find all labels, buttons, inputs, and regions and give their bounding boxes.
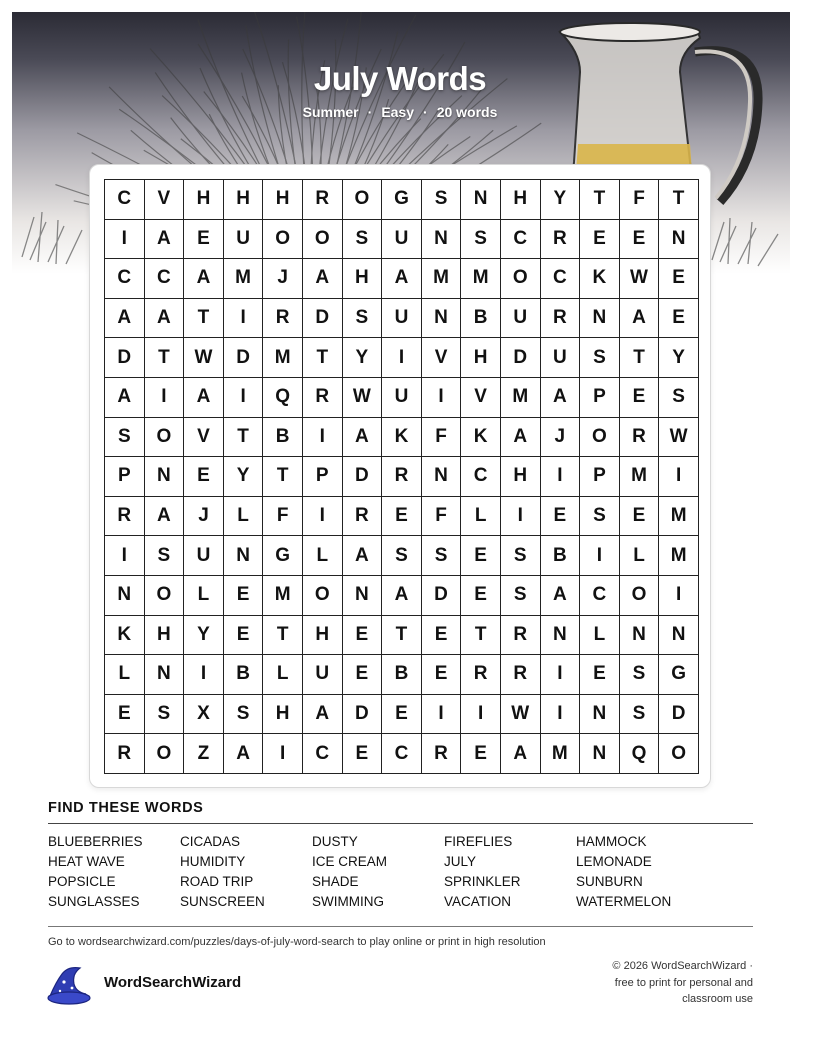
word-item: SUNBURN — [576, 874, 643, 889]
grid-cell[interactable]: S — [659, 378, 699, 418]
grid-cell[interactable]: T — [263, 457, 303, 497]
grid-cell[interactable]: E — [620, 220, 660, 260]
grid-cell[interactable]: I — [422, 695, 462, 735]
word-item: HEAT WAVE — [48, 854, 125, 869]
grid-cell[interactable]: M — [422, 259, 462, 299]
grid-cell[interactable]: R — [303, 180, 343, 220]
grid-cell[interactable]: A — [382, 259, 422, 299]
grid-cell[interactable]: O — [263, 220, 303, 260]
grid-cell[interactable]: J — [184, 497, 224, 537]
grid-cell[interactable]: E — [461, 734, 501, 774]
grid-cell[interactable]: T — [620, 338, 660, 378]
word-item: SUNGLASSES — [48, 894, 140, 909]
grid-cell[interactable]: I — [105, 220, 145, 260]
letter-grid — [104, 179, 699, 774]
grid-cell[interactable]: R — [303, 378, 343, 418]
grid-cell[interactable]: A — [105, 299, 145, 339]
grid-cell[interactable]: A — [145, 497, 185, 537]
grid-cell[interactable]: I — [145, 378, 185, 418]
grid-cell[interactable]: S — [382, 536, 422, 576]
grid-cell[interactable]: I — [382, 338, 422, 378]
grid-cell[interactable]: N — [580, 695, 620, 735]
grid-cell[interactable]: A — [145, 299, 185, 339]
grid-cell[interactable]: E — [422, 655, 462, 695]
word-item: LEMONADE — [576, 854, 652, 869]
grid-cell[interactable]: C — [145, 259, 185, 299]
grid-cell[interactable]: P — [105, 457, 145, 497]
grid-cell[interactable]: N — [145, 655, 185, 695]
grid-cell[interactable]: N — [580, 299, 620, 339]
grid-cell[interactable]: E — [580, 220, 620, 260]
grid-cell[interactable]: F — [620, 180, 660, 220]
grid-cell[interactable]: I — [659, 457, 699, 497]
grid-cell[interactable]: Q — [263, 378, 303, 418]
grid-cell[interactable]: I — [541, 457, 581, 497]
grid-cell[interactable]: A — [184, 259, 224, 299]
wizard-hat-icon — [46, 964, 92, 1006]
grid-cell[interactable]: G — [263, 536, 303, 576]
grid-cell[interactable]: L — [620, 536, 660, 576]
grid-cell[interactable]: A — [541, 378, 581, 418]
grid-cell[interactable]: E — [461, 576, 501, 616]
grid-cell[interactable]: D — [422, 576, 462, 616]
grid-cell[interactable]: S — [224, 695, 264, 735]
word-item: POPSICLE — [48, 874, 116, 889]
grid-cell[interactable]: I — [659, 576, 699, 616]
grid-cell[interactable]: Y — [541, 180, 581, 220]
grid-cell[interactable]: O — [145, 576, 185, 616]
grid-cell[interactable]: W — [184, 338, 224, 378]
grid-cell[interactable]: H — [343, 259, 383, 299]
grid-cell[interactable]: A — [620, 299, 660, 339]
grid-cell[interactable]: D — [105, 338, 145, 378]
grid-cell[interactable]: I — [422, 378, 462, 418]
grid-cell[interactable]: D — [343, 457, 383, 497]
grid-cell[interactable]: S — [580, 497, 620, 537]
grid-cell[interactable]: O — [343, 180, 383, 220]
grid-cell[interactable]: L — [184, 576, 224, 616]
grid-cell[interactable]: S — [145, 536, 185, 576]
grid-cell[interactable]: W — [343, 378, 383, 418]
word-item: WATERMELON — [576, 894, 672, 909]
grid-cell[interactable]: D — [303, 299, 343, 339]
word-item: SPRINKLER — [444, 874, 521, 889]
copyright-line: © 2026 WordSearchWizard · — [612, 960, 753, 972]
grid-cell[interactable]: M — [224, 259, 264, 299]
grid-cell[interactable]: T — [184, 299, 224, 339]
grid-cell[interactable]: P — [580, 378, 620, 418]
grid-cell[interactable]: U — [382, 378, 422, 418]
grid-cell[interactable]: M — [461, 259, 501, 299]
grid-cell[interactable]: C — [580, 576, 620, 616]
grid-cell[interactable]: O — [620, 576, 660, 616]
grid-cell[interactable]: E — [461, 536, 501, 576]
grid-cell[interactable]: L — [580, 616, 620, 656]
grid-cell[interactable]: Y — [343, 338, 383, 378]
divider — [48, 823, 753, 824]
grid-cell[interactable]: H — [303, 616, 343, 656]
grid-cell[interactable]: S — [422, 180, 462, 220]
grid-cell[interactable]: E — [343, 616, 383, 656]
grid-cell[interactable]: I — [541, 655, 581, 695]
word-list — [48, 832, 753, 912]
grid-cell[interactable]: T — [263, 616, 303, 656]
grid-cell[interactable]: R — [422, 734, 462, 774]
grid-cell[interactable]: W — [620, 259, 660, 299]
grid-cell[interactable]: B — [541, 536, 581, 576]
grid-cell[interactable]: T — [303, 338, 343, 378]
grid-cell[interactable]: B — [382, 655, 422, 695]
grid-cell[interactable]: I — [580, 536, 620, 576]
grid-cell[interactable]: N — [659, 616, 699, 656]
grid-cell[interactable]: M — [541, 734, 581, 774]
grid-cell[interactable]: F — [263, 497, 303, 537]
grid-cell[interactable]: K — [580, 259, 620, 299]
grid-cell[interactable]: P — [580, 457, 620, 497]
grid-cell[interactable]: A — [382, 576, 422, 616]
word-list-heading: FIND THESE WORDS — [48, 800, 204, 816]
grid-cell[interactable]: L — [461, 497, 501, 537]
grid-cell[interactable]: O — [580, 418, 620, 458]
grid-cell[interactable]: K — [461, 418, 501, 458]
grid-cell[interactable]: A — [541, 576, 581, 616]
grid-cell[interactable]: J — [541, 418, 581, 458]
grid-cell[interactable]: U — [501, 299, 541, 339]
grid-cell[interactable]: Q — [620, 734, 660, 774]
grid-cell[interactable]: R — [382, 457, 422, 497]
grid-cell[interactable]: M — [659, 497, 699, 537]
grid-cell[interactable]: E — [620, 497, 660, 537]
grid-cell[interactable]: R — [541, 299, 581, 339]
grid-cell[interactable]: M — [659, 536, 699, 576]
grid-cell[interactable]: Z — [184, 734, 224, 774]
word-item: CICADAS — [180, 834, 241, 849]
grid-cell[interactable]: O — [145, 734, 185, 774]
grid-cell[interactable]: A — [105, 378, 145, 418]
word-item: DUSTY — [312, 834, 358, 849]
grid-cell[interactable]: R — [541, 220, 581, 260]
grid-cell[interactable]: E — [184, 457, 224, 497]
divider — [48, 926, 753, 927]
grid-cell[interactable]: E — [659, 299, 699, 339]
grid-cell[interactable]: X — [184, 695, 224, 735]
grid-cell[interactable]: M — [501, 378, 541, 418]
grid-cell[interactable]: B — [263, 418, 303, 458]
grid-cell[interactable]: T — [382, 616, 422, 656]
grid-cell[interactable]: R — [105, 497, 145, 537]
word-item: ROAD TRIP — [180, 874, 254, 889]
grid-cell[interactable]: M — [263, 576, 303, 616]
copyright-line: classroom use — [682, 993, 753, 1005]
grid-cell[interactable]: H — [461, 338, 501, 378]
grid-cell[interactable]: H — [145, 616, 185, 656]
grid-cell[interactable]: H — [224, 180, 264, 220]
grid-cell[interactable]: E — [343, 655, 383, 695]
grid-cell[interactable]: C — [382, 734, 422, 774]
grid-cell[interactable]: S — [343, 220, 383, 260]
grid-cell[interactable]: A — [224, 734, 264, 774]
footer-note: Go to wordsearchwizard.com/puzzles/days-of-july-word-search to play online or print in high resolution — [48, 936, 546, 948]
grid-cell[interactable]: E — [382, 497, 422, 537]
grid-cell[interactable]: T — [461, 616, 501, 656]
grid-cell[interactable]: E — [659, 259, 699, 299]
word-item: FIREFLIES — [444, 834, 513, 849]
grid-cell[interactable]: S — [620, 655, 660, 695]
grid-cell[interactable]: L — [263, 655, 303, 695]
grid-cell[interactable]: R — [105, 734, 145, 774]
grid-cell[interactable]: S — [501, 576, 541, 616]
word-item: VACATION — [444, 894, 512, 909]
grid-cell[interactable]: V — [184, 418, 224, 458]
grid-cell[interactable]: I — [184, 655, 224, 695]
grid-cell[interactable]: L — [224, 497, 264, 537]
grid-cell[interactable]: O — [659, 734, 699, 774]
grid-cell[interactable]: F — [422, 497, 462, 537]
grid-cell[interactable]: T — [145, 338, 185, 378]
grid-cell[interactable]: S — [620, 695, 660, 735]
grid-cell[interactable]: S — [580, 338, 620, 378]
grid-cell[interactable]: R — [263, 299, 303, 339]
grid-cell[interactable]: O — [501, 259, 541, 299]
grid-cell[interactable]: H — [263, 695, 303, 735]
grid-cell[interactable]: N — [224, 536, 264, 576]
grid-cell[interactable]: E — [224, 576, 264, 616]
grid-cell[interactable]: I — [303, 418, 343, 458]
grid-cell[interactable]: V — [145, 180, 185, 220]
grid-cell[interactable]: S — [145, 695, 185, 735]
grid-cell[interactable]: R — [343, 497, 383, 537]
grid-cell[interactable]: B — [224, 655, 264, 695]
word-item: SUNSCREEN — [180, 894, 265, 909]
grid-cell[interactable]: R — [461, 655, 501, 695]
grid-cell[interactable]: N — [422, 457, 462, 497]
grid-cell[interactable]: R — [501, 616, 541, 656]
grid-cell[interactable]: R — [501, 655, 541, 695]
grid-cell[interactable]: H — [501, 457, 541, 497]
word-item: BLUEBERRIES — [48, 834, 143, 849]
difficulty-label: Easy — [381, 104, 415, 120]
word-item: SWIMMING — [312, 894, 384, 909]
brand-name: WordSearchWizard — [104, 974, 242, 991]
grid-cell[interactable]: E — [224, 616, 264, 656]
grid-cell[interactable]: E — [422, 616, 462, 656]
grid-cell[interactable]: E — [343, 734, 383, 774]
grid-cell[interactable]: S — [501, 536, 541, 576]
copyright-notice — [553, 958, 753, 1008]
word-item: ICE CREAM — [312, 854, 388, 869]
grid-cell[interactable]: N — [541, 616, 581, 656]
grid-cell[interactable]: Y — [659, 338, 699, 378]
grid-cell[interactable]: W — [501, 695, 541, 735]
grid-cell[interactable]: T — [224, 418, 264, 458]
word-item: SHADE — [312, 874, 359, 889]
grid-cell[interactable]: G — [659, 655, 699, 695]
grid-cell[interactable]: O — [145, 418, 185, 458]
grid-cell[interactable]: A — [501, 734, 541, 774]
grid-cell[interactable]: M — [263, 338, 303, 378]
grid-cell[interactable]: F — [422, 418, 462, 458]
grid-cell[interactable]: L — [105, 655, 145, 695]
grid-cell[interactable]: K — [105, 616, 145, 656]
grid-cell[interactable]: V — [422, 338, 462, 378]
grid-cell[interactable]: C — [303, 734, 343, 774]
grid-cell[interactable]: I — [263, 734, 303, 774]
grid-cell[interactable]: J — [263, 259, 303, 299]
grid-cell[interactable]: O — [303, 576, 343, 616]
word-item: HUMIDITY — [180, 854, 246, 869]
grid-cell[interactable]: I — [541, 695, 581, 735]
grid-cell[interactable]: N — [343, 576, 383, 616]
grid-cell[interactable]: H — [263, 180, 303, 220]
grid-cell[interactable]: I — [303, 497, 343, 537]
grid-cell[interactable]: A — [303, 259, 343, 299]
grid-cell[interactable]: N — [145, 457, 185, 497]
theme-label: Summer — [302, 104, 359, 120]
grid-cell[interactable]: D — [224, 338, 264, 378]
grid-cell[interactable]: G — [382, 180, 422, 220]
grid-cell[interactable]: U — [224, 220, 264, 260]
puzzle-subtitle — [0, 104, 800, 120]
word-count-label: 20 words — [436, 104, 498, 120]
grid-cell[interactable]: E — [105, 695, 145, 735]
grid-cell[interactable]: I — [224, 299, 264, 339]
grid-cell[interactable]: S — [422, 536, 462, 576]
grid-cell[interactable]: A — [343, 536, 383, 576]
grid-cell[interactable]: D — [501, 338, 541, 378]
word-item: JULY — [444, 854, 477, 869]
grid-cell[interactable]: K — [382, 418, 422, 458]
grid-cell[interactable]: S — [461, 220, 501, 260]
grid-cell[interactable]: N — [422, 220, 462, 260]
grid-cell[interactable]: N — [461, 180, 501, 220]
grid-cell[interactable]: M — [620, 457, 660, 497]
grid-cell[interactable]: O — [303, 220, 343, 260]
grid-cell[interactable]: N — [105, 576, 145, 616]
grid-cell[interactable]: C — [541, 259, 581, 299]
grid-cell[interactable]: Y — [224, 457, 264, 497]
grid-cell[interactable]: A — [303, 695, 343, 735]
grid-cell[interactable]: S — [343, 299, 383, 339]
grid-cell[interactable]: C — [501, 220, 541, 260]
grid-cell[interactable]: C — [461, 457, 501, 497]
grid-cell[interactable]: A — [501, 418, 541, 458]
grid-cell[interactable]: A — [343, 418, 383, 458]
grid-cell[interactable]: E — [541, 497, 581, 537]
grid-cell[interactable]: E — [620, 378, 660, 418]
page-title: July Words — [313, 60, 487, 97]
grid-cell[interactable]: U — [382, 299, 422, 339]
grid-cell[interactable]: S — [105, 418, 145, 458]
separator-dot: · — [367, 104, 373, 120]
grid-cell[interactable]: L — [303, 536, 343, 576]
grid-cell[interactable]: H — [184, 180, 224, 220]
grid-cell[interactable]: D — [659, 695, 699, 735]
grid-cell[interactable]: H — [501, 180, 541, 220]
grid-cell[interactable]: B — [461, 299, 501, 339]
grid-cell[interactable]: A — [145, 220, 185, 260]
grid-cell[interactable]: I — [461, 695, 501, 735]
grid-cell[interactable]: I — [501, 497, 541, 537]
copyright-line: free to print for personal and — [614, 976, 753, 989]
grid-cell[interactable]: E — [382, 695, 422, 735]
grid-cell[interactable]: D — [343, 695, 383, 735]
grid-cell[interactable]: U — [382, 220, 422, 260]
grid-cell[interactable]: W — [659, 418, 699, 458]
grid-cell[interactable]: U — [303, 655, 343, 695]
grid-cell[interactable]: A — [184, 378, 224, 418]
grid-cell[interactable]: R — [620, 418, 660, 458]
separator-dot: · — [423, 104, 428, 120]
grid-cell[interactable]: E — [580, 655, 620, 695]
grid-cell[interactable]: Y — [184, 616, 224, 656]
grid-cell[interactable]: P — [303, 457, 343, 497]
grid-cell[interactable]: I — [105, 536, 145, 576]
word-item: HAMMOCK — [576, 834, 647, 849]
grid-cell[interactable]: N — [422, 299, 462, 339]
grid-cell[interactable]: I — [224, 378, 264, 418]
grid-cell[interactable]: U — [541, 338, 581, 378]
grid-cell[interactable]: N — [580, 734, 620, 774]
grid-cell[interactable]: N — [659, 220, 699, 260]
grid-cell[interactable]: U — [184, 536, 224, 576]
grid-cell[interactable]: C — [105, 180, 145, 220]
grid-cell[interactable]: N — [620, 616, 660, 656]
grid-cell[interactable]: V — [461, 378, 501, 418]
grid-cell[interactable]: T — [659, 180, 699, 220]
grid-cell[interactable]: C — [105, 259, 145, 299]
grid-cell[interactable]: T — [580, 180, 620, 220]
grid-cell[interactable]: E — [184, 220, 224, 260]
